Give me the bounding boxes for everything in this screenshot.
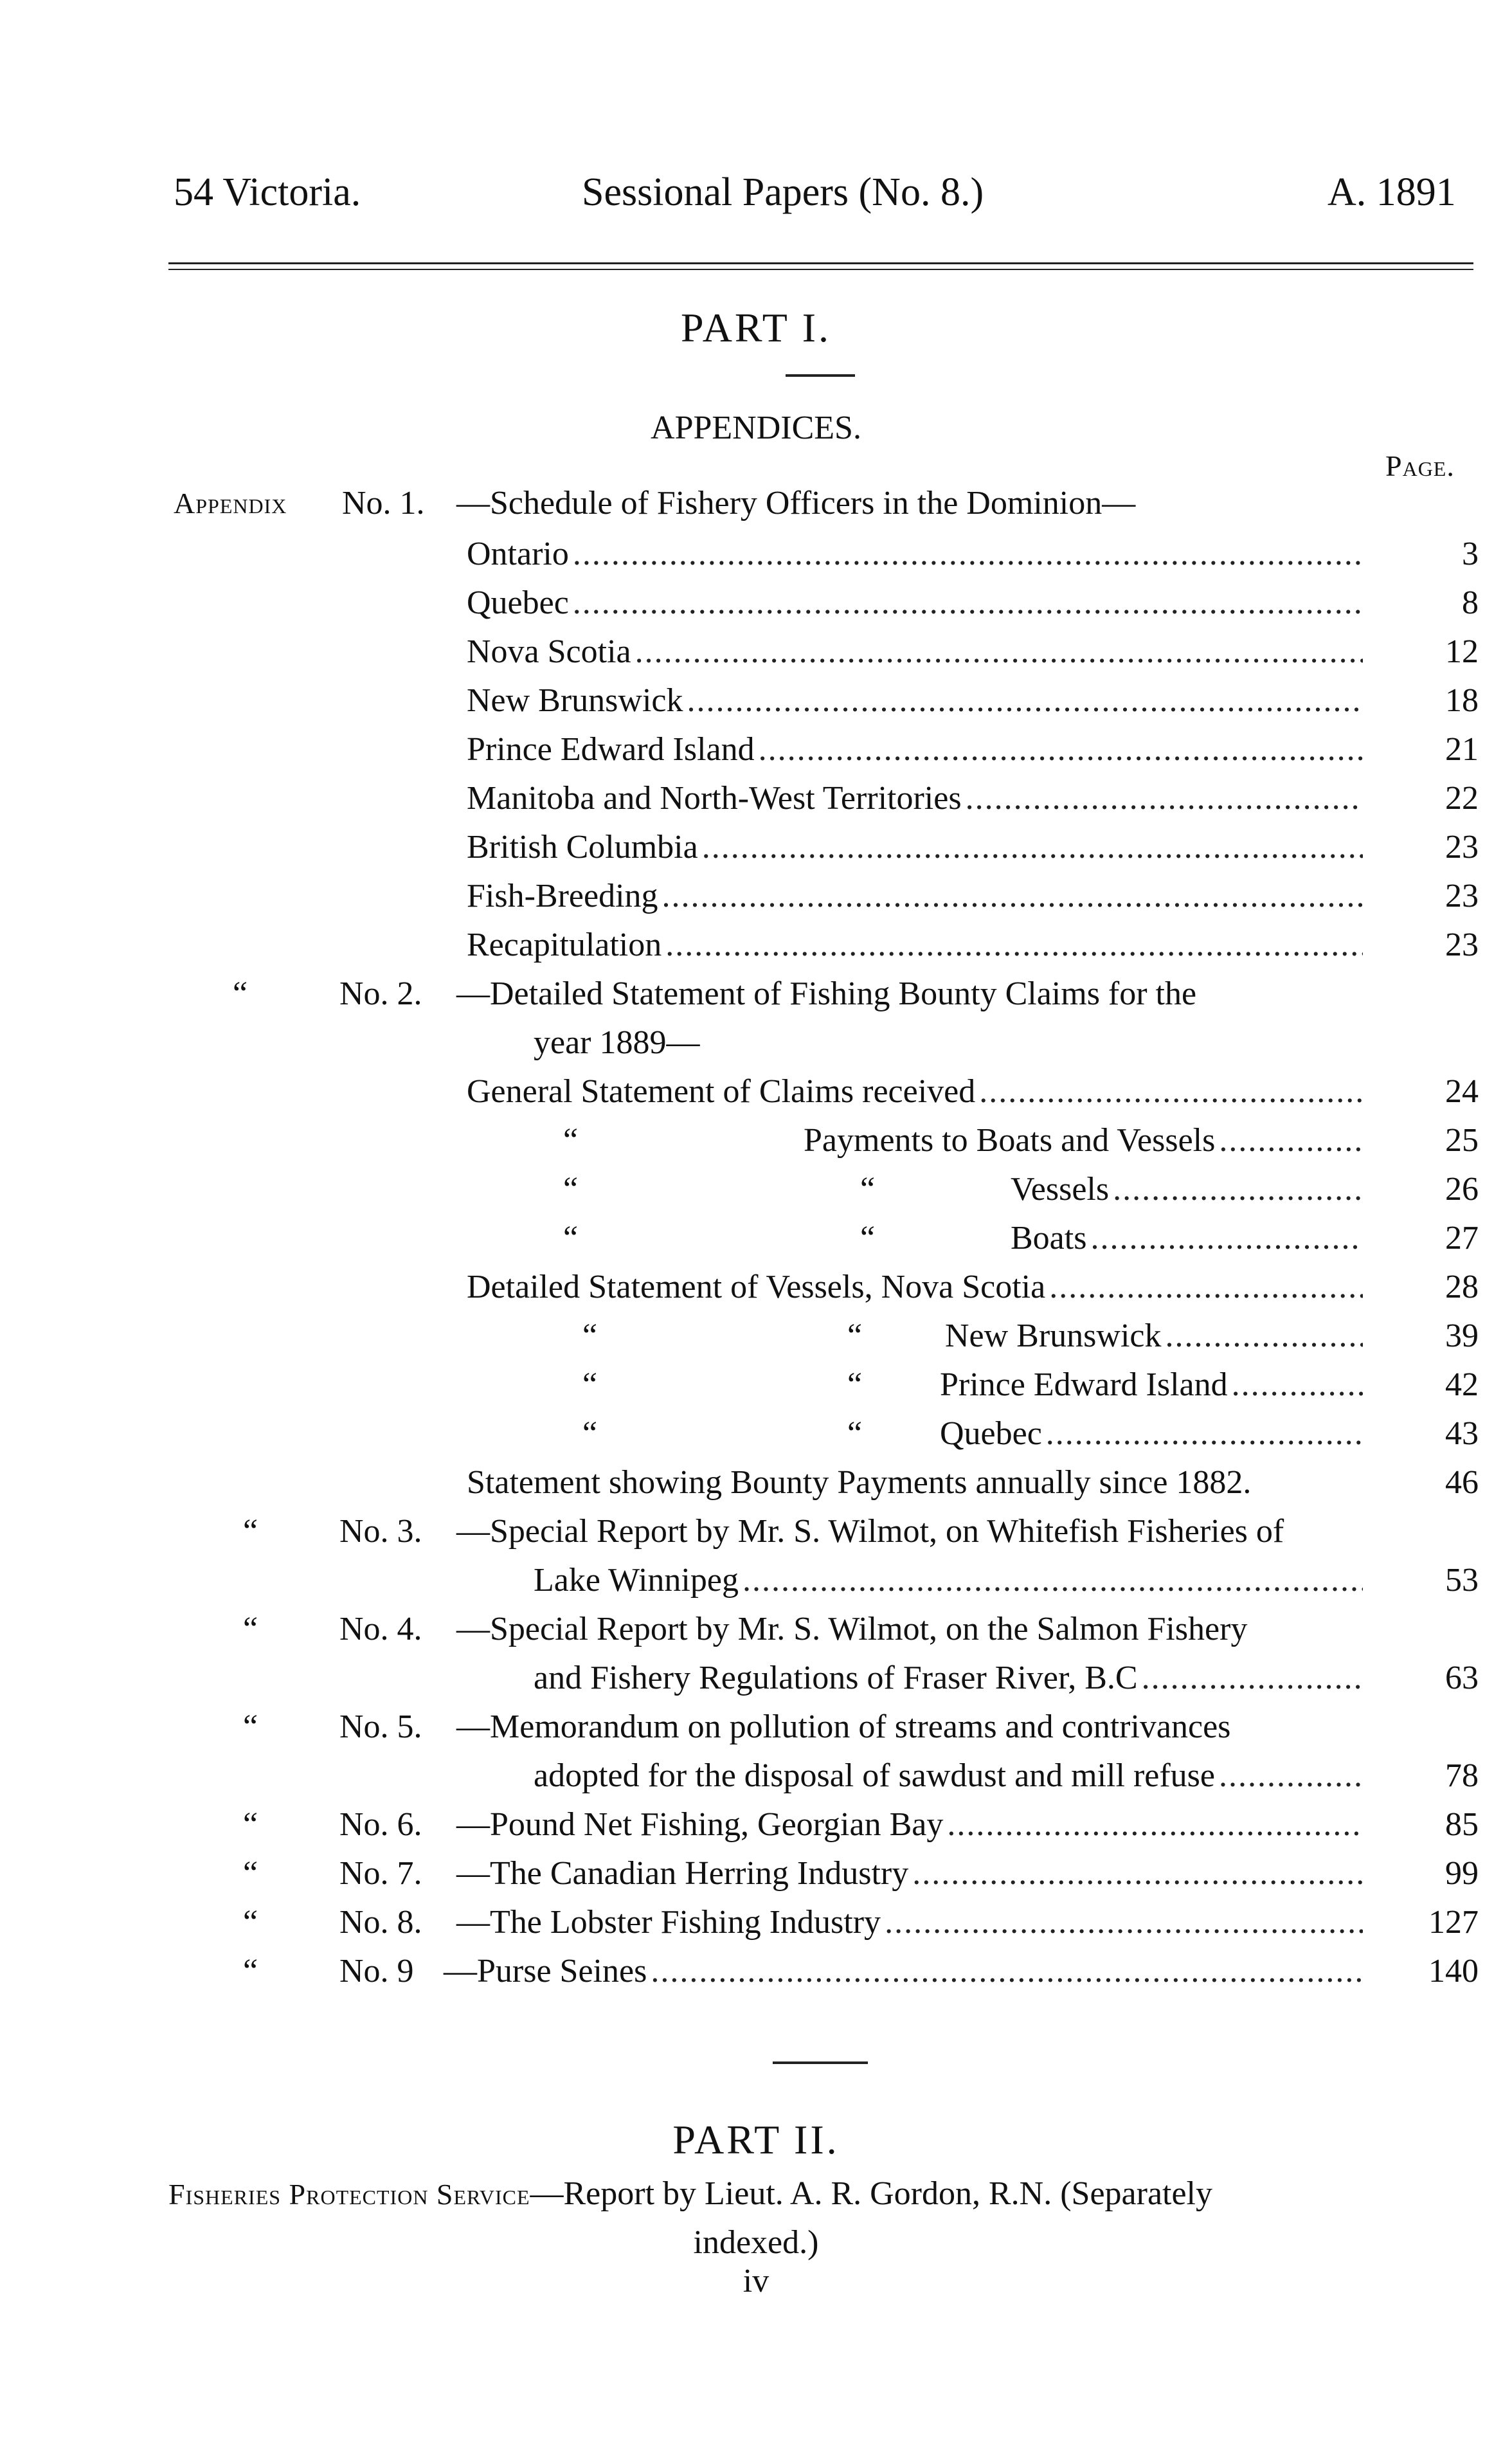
toc-entry-purse-seines: —Purse Seines ..... xyxy=(444,1955,1367,1993)
ditto-mark: “ xyxy=(243,1953,258,1989)
page-number: 22 xyxy=(1445,780,1479,817)
appendix5-line1: —Memorandum on pollution of streams and contrivances xyxy=(456,1708,1231,1745)
header-session: 54 Victoria. xyxy=(174,170,361,214)
appendix9-number: No. 9 xyxy=(339,1953,414,1989)
part2-title: PART II. xyxy=(672,2117,840,2162)
appendix5-number: No. 5. xyxy=(339,1708,422,1745)
toc-entry-recapitulation: Recapitulation ..... xyxy=(467,929,1367,967)
page-number: 12 xyxy=(1445,633,1479,670)
page-number: 99 xyxy=(1445,1855,1479,1892)
toc-entry-new-brunswick: New Brunswick ..... xyxy=(467,684,1367,723)
page-number: 23 xyxy=(1445,829,1479,865)
page-number: 46 xyxy=(1445,1464,1479,1501)
toc-entry-quebec: Quebec ..... xyxy=(467,586,1367,625)
appendix1-number: No. 1. xyxy=(342,485,425,521)
ditto-mark: “ xyxy=(847,1366,863,1403)
fisheries-protection-service: Fisheries Protection Service xyxy=(168,2178,530,2211)
ditto-mark: “ xyxy=(563,1171,579,1208)
toc-entry-nova-scotia: Nova Scotia ..... xyxy=(467,635,1367,674)
toc-entry-fraser-river: and Fishery Regulations of Fraser River, B.C ..... xyxy=(534,1662,1367,1700)
appendix8-number: No. 8. xyxy=(339,1904,422,1941)
page-number: 25 xyxy=(1445,1122,1479,1159)
header-rule-top xyxy=(168,262,1473,264)
page-number: 39 xyxy=(1445,1318,1479,1354)
ditto-mark: “ xyxy=(243,1806,258,1843)
toc-entry-lake-winnipeg: Lake Winnipeg ..... xyxy=(534,1564,1367,1602)
ditto-mark: “ xyxy=(233,975,248,1012)
page-number: 23 xyxy=(1445,927,1479,963)
toc-entry-herring: —The Canadian Herring Industry ..... xyxy=(456,1857,1367,1896)
page-number: 8 xyxy=(1462,584,1479,621)
appendix2-title-line1: —Detailed Statement of Fishing Bounty Claims for the xyxy=(456,975,1197,1012)
page-number: 21 xyxy=(1445,731,1479,768)
page-number: 26 xyxy=(1445,1171,1479,1208)
ditto-mark: “ xyxy=(243,1708,258,1745)
page-number: 42 xyxy=(1445,1366,1479,1403)
folio-number: iv xyxy=(742,2263,770,2299)
toc-entry-ontario: Ontario ..... xyxy=(467,538,1367,576)
appendix3-number: No. 3. xyxy=(339,1513,422,1550)
ditto-mark: “ xyxy=(243,1611,258,1647)
part2-report: —Report by Lieut. A. R. Gordon, R.N. (Separately xyxy=(530,2175,1213,2212)
appendix-label: Appendix xyxy=(174,487,287,520)
header-year: A. 1891 xyxy=(1328,170,1456,214)
ditto-mark: “ xyxy=(563,1122,579,1159)
ditto-mark: “ xyxy=(582,1318,598,1354)
appendix2-title-line2: year 1889— xyxy=(534,1024,700,1061)
page-column-label: Page. xyxy=(1385,449,1455,482)
ditto-mark: “ xyxy=(847,1415,863,1452)
appendix6-number: No. 6. xyxy=(339,1806,422,1843)
ditto-mark: “ xyxy=(860,1220,876,1256)
ditto-mark: “ xyxy=(847,1318,863,1354)
page-number: 63 xyxy=(1445,1660,1479,1696)
part2-divider xyxy=(773,2061,868,2064)
header-rule-bottom xyxy=(168,269,1473,270)
part1-divider xyxy=(786,374,855,377)
page-number: 85 xyxy=(1445,1806,1479,1843)
toc-entry-annual-payments: Statement showing Bounty Payments annually since 1882. xyxy=(467,1464,1252,1501)
appendix4-line1: —Special Report by Mr. S. Wilmot, on the Salmon Fishery xyxy=(456,1611,1248,1647)
toc-entry-pound-net: —Pound Net Fishing, Georgian Bay ..... xyxy=(456,1808,1367,1847)
page-number: 140 xyxy=(1428,1953,1479,1989)
toc-entry-new-brunswick-vessels: New Brunswick ..... xyxy=(945,1319,1367,1358)
page-number: 23 xyxy=(1445,878,1479,914)
toc-entry-detailed-nova-scotia: Detailed Statement of Vessels, Nova Scotia ..... xyxy=(467,1271,1367,1309)
appendices-heading: APPENDICES. xyxy=(651,410,861,446)
page-number: 27 xyxy=(1445,1220,1479,1256)
toc-entry-sawdust: adopted for the disposal of sawdust and mill refuse ..... xyxy=(534,1759,1367,1798)
appendix2-number: No. 2. xyxy=(339,975,422,1012)
toc-entry-payments: Payments to Boats and Vessels ..... xyxy=(804,1124,1367,1163)
appendix3-line1: —Special Report by Mr. S. Wilmot, on Whitefish Fisheries of xyxy=(456,1513,1284,1550)
ditto-mark: “ xyxy=(243,1513,258,1550)
toc-entry-general-statement: General Statement of Claims received ..... xyxy=(467,1075,1367,1114)
toc-entry-british-columbia: British Columbia ..... xyxy=(467,831,1367,869)
toc-entry-pei: Prince Edward Island ..... xyxy=(467,733,1367,772)
page-number: 28 xyxy=(1445,1269,1479,1305)
header-title: Sessional Papers (No. 8.) xyxy=(582,170,984,214)
appendix4-number: No. 4. xyxy=(339,1611,422,1647)
part2-line2: indexed.) xyxy=(693,2224,819,2261)
appendix7-number: No. 7. xyxy=(339,1855,422,1892)
toc-entry-lobster: —The Lobster Fishing Industry ..... xyxy=(456,1906,1367,1944)
ditto-mark: “ xyxy=(243,1855,258,1892)
page-number: 43 xyxy=(1445,1415,1479,1452)
toc-entry-fish-breeding: Fish-Breeding ..... xyxy=(467,880,1367,918)
page-number: 24 xyxy=(1445,1073,1479,1110)
ditto-mark: “ xyxy=(860,1171,876,1208)
page-number: 3 xyxy=(1462,536,1479,572)
ditto-mark: “ xyxy=(243,1904,258,1941)
page-number: 53 xyxy=(1445,1562,1479,1599)
ditto-mark: “ xyxy=(582,1366,598,1403)
toc-entry-boats: Boats ..... xyxy=(1011,1222,1367,1260)
part1-title: PART I. xyxy=(680,305,832,350)
part2-line1 xyxy=(168,2177,1212,2211)
ditto-mark: “ xyxy=(582,1415,598,1452)
page-number: 78 xyxy=(1445,1757,1479,1794)
toc-entry-quebec-vessels: Quebec ..... xyxy=(940,1417,1367,1456)
toc-entry-manitoba: Manitoba and North-West Territories ..... xyxy=(467,782,1367,820)
appendix1-title: —Schedule of Fishery Officers in the Dominion— xyxy=(456,485,1136,521)
page-number: 18 xyxy=(1445,682,1479,719)
toc-entry-pei-vessels: Prince Edward Island ..... xyxy=(940,1368,1367,1407)
page-number: 127 xyxy=(1428,1904,1479,1941)
ditto-mark: “ xyxy=(563,1220,579,1256)
toc-entry-vessels: Vessels ..... xyxy=(1011,1173,1367,1211)
